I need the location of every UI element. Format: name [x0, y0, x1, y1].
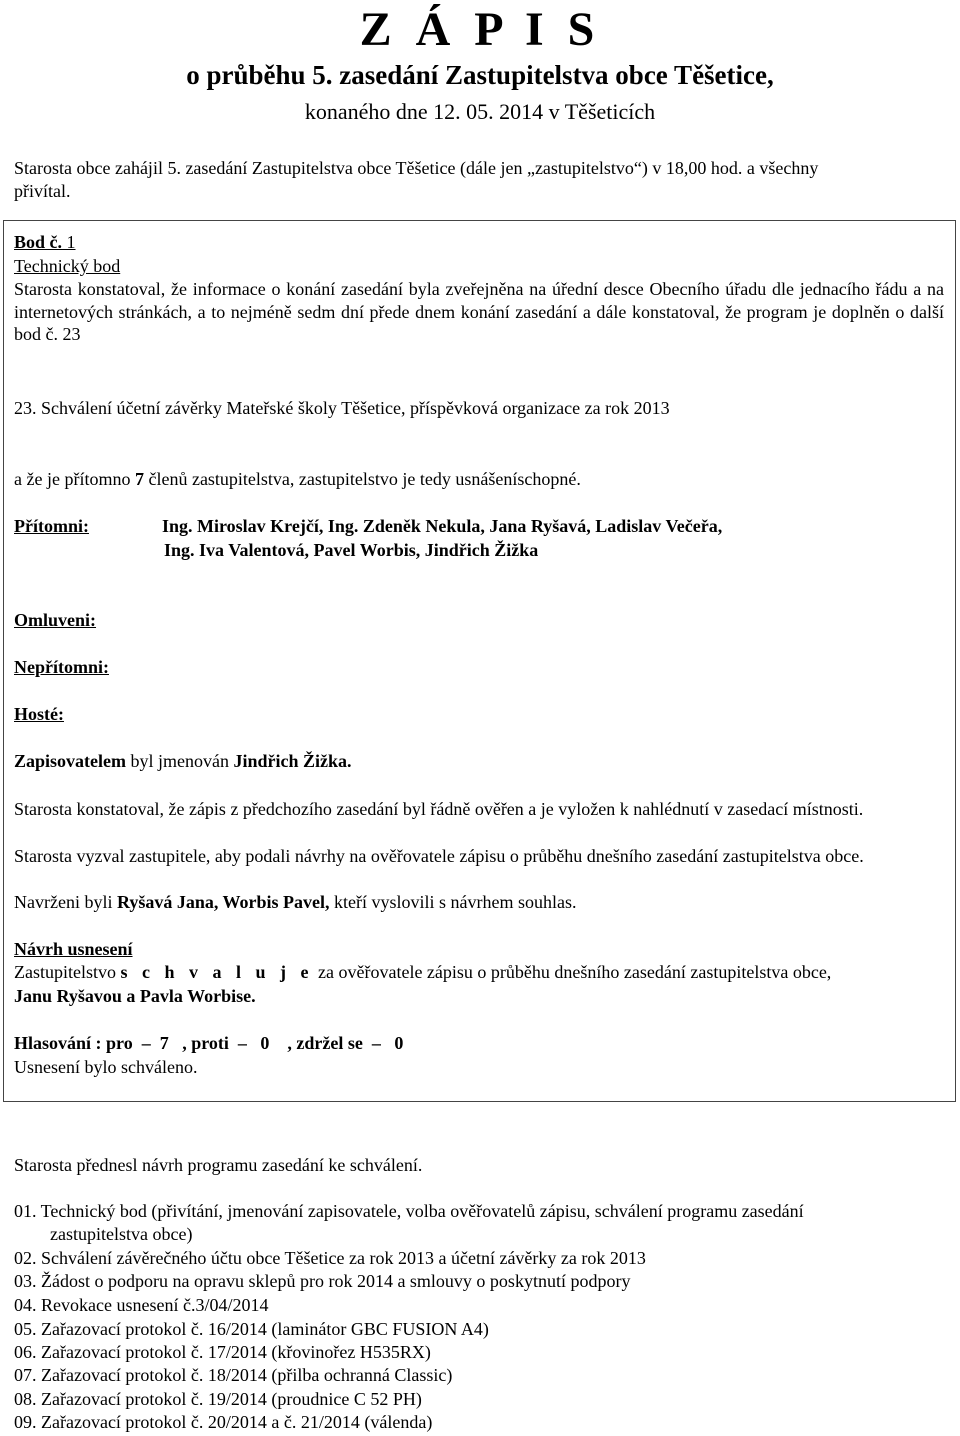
- program-item-continuation: zastupitelstva obce): [50, 1224, 193, 1244]
- verifier-call-paragraph: Starosta vyzval zastupitele, aby podali návrhy na ověřovatele zápisu o průběhu dnešního zasedání zastupitelstva obce.: [14, 846, 864, 866]
- document-subtitle: o průběhu 5. zasedání Zastupitelstva obce Těšetice,: [186, 60, 774, 90]
- quorum-text-post: členů zastupitelstva, zastupitelstvo je tedy usnášeníschopné.: [143, 469, 581, 489]
- bod1-paragraph: Starosta konstatoval, že informace o konání zasedání byla zveřejněna na úřední desce Obecního úřadu dle jednacího řádu a na internetových stránkách, a to nejméně sedm dní přede dnem konání zasedání a dále konstatoval, že program je doplněn o další bod č. 23: [14, 279, 944, 344]
- excused-label: Omluveni:: [14, 610, 97, 630]
- absent-label: Nepřítomni:: [14, 657, 109, 677]
- previous-minutes-paragraph: Starosta konstatoval, že zápis z předchozího zasedání byl řádně ověřen a je vyložen k nahlédnutí v zasedací místnosti.: [14, 799, 864, 819]
- bod1-title: Technický bod: [14, 256, 121, 276]
- proposed-text-post: kteří vyslovili s návrhem souhlas.: [329, 892, 577, 912]
- present-names-line-2: Ing. Iva Valentová, Pavel Worbis, Jindřich Žižka: [164, 540, 539, 560]
- resolution-line: [14, 963, 831, 981]
- recorder-line: [14, 752, 352, 770]
- recorder-text: byl jmenován: [126, 751, 234, 771]
- present-label: Přítomni:: [14, 516, 89, 536]
- present-names-line-1: Ing. Miroslav Krejčí, Ing. Zdeněk Nekula, Jana Ryšavá, Ladislav Večeřa,: [162, 516, 723, 536]
- program-intro: Starosta přednesl návrh programu zasedání ke schválení.: [14, 1155, 423, 1175]
- resolution-result: Usnesení bylo schváleno.: [14, 1057, 198, 1077]
- program-item: 03. Žádost o podporu na opravu sklepů pro rok 2014 a smlouvy o poskytnutí podpory: [14, 1271, 631, 1291]
- proposed-line: [14, 893, 577, 911]
- bod1-heading: [14, 233, 76, 251]
- bod1-heading-label: Bod č.: [14, 232, 63, 252]
- program-item: 06. Zařazovací protokol č. 17/2014 (křovinořez H535RX): [14, 1342, 431, 1362]
- program-item: 04. Revokace usnesení č.3/04/2014: [14, 1295, 269, 1315]
- intro-line-2: přivítal.: [14, 181, 71, 201]
- recorder-name: Jindřich Žižka.: [233, 751, 352, 771]
- meeting-date-line: konaného dne 12. 05. 2014 v Těšeticích: [304, 99, 656, 124]
- program-item: 07. Zařazovací protokol č. 18/2014 (přilba ochranná Classic): [14, 1365, 453, 1385]
- program-item: 05. Zařazovací protokol č. 16/2014 (laminátor GBC FUSION A4): [14, 1319, 489, 1339]
- intro-line-1: Starosta obce zahájil 5. zasedání Zastupitelstva obce Těšetice (dále jen „zastupitelstvo“) v 18,00 hod. a všechny: [14, 158, 819, 178]
- bod1-heading-number: 1: [62, 232, 76, 252]
- resolution-names: Janu Ryšavou a Pavla Worbise.: [14, 986, 256, 1006]
- program-item: 09. Zařazovací protokol č. 20/2014 a č. 21/2014 (válenda): [14, 1412, 433, 1432]
- document-title: Z Á P I S: [359, 3, 601, 56]
- proposed-names: Ryšavá Jana, Worbis Pavel,: [116, 892, 330, 912]
- program-item: 01. Technický bod (přivítání, jmenování zapisovatele, volba ověřovatelů zápisu, schválení programu zasedání: [14, 1201, 804, 1221]
- resolution-verb: s c h v a l u j e: [120, 962, 314, 982]
- resolution-text-post: za ověřovatele zápisu o průběhu dnešního zasedání zastupitelstva obce,: [313, 962, 832, 982]
- vote-result: Hlasování : pro – 7 , proti – 0 , zdržel se – 0: [14, 1033, 404, 1053]
- resolution-text-pre: Zastupitelstvo: [14, 962, 121, 982]
- quorum-count: 7: [134, 469, 144, 489]
- proposed-text-pre: Navrženi byli: [14, 892, 117, 912]
- quorum-line: [14, 470, 581, 488]
- recorder-label: Zapisovatelem: [14, 751, 126, 771]
- added-item-23: 23. Schválení účetní závěrky Mateřské školy Těšetice, příspěvková organizace za rok 2013: [14, 398, 670, 418]
- guests-label: Hosté:: [14, 704, 64, 724]
- resolution-heading: Návrh usnesení: [14, 939, 133, 959]
- quorum-text-pre: a že je přítomno: [14, 469, 135, 489]
- program-item: 02. Schválení závěrečného účtu obce Těšetice za rok 2013 a účetní závěrky za rok 2013: [14, 1248, 646, 1268]
- program-item: 08. Zařazovací protokol č. 19/2014 (proudnice C 52 PH): [14, 1389, 422, 1409]
